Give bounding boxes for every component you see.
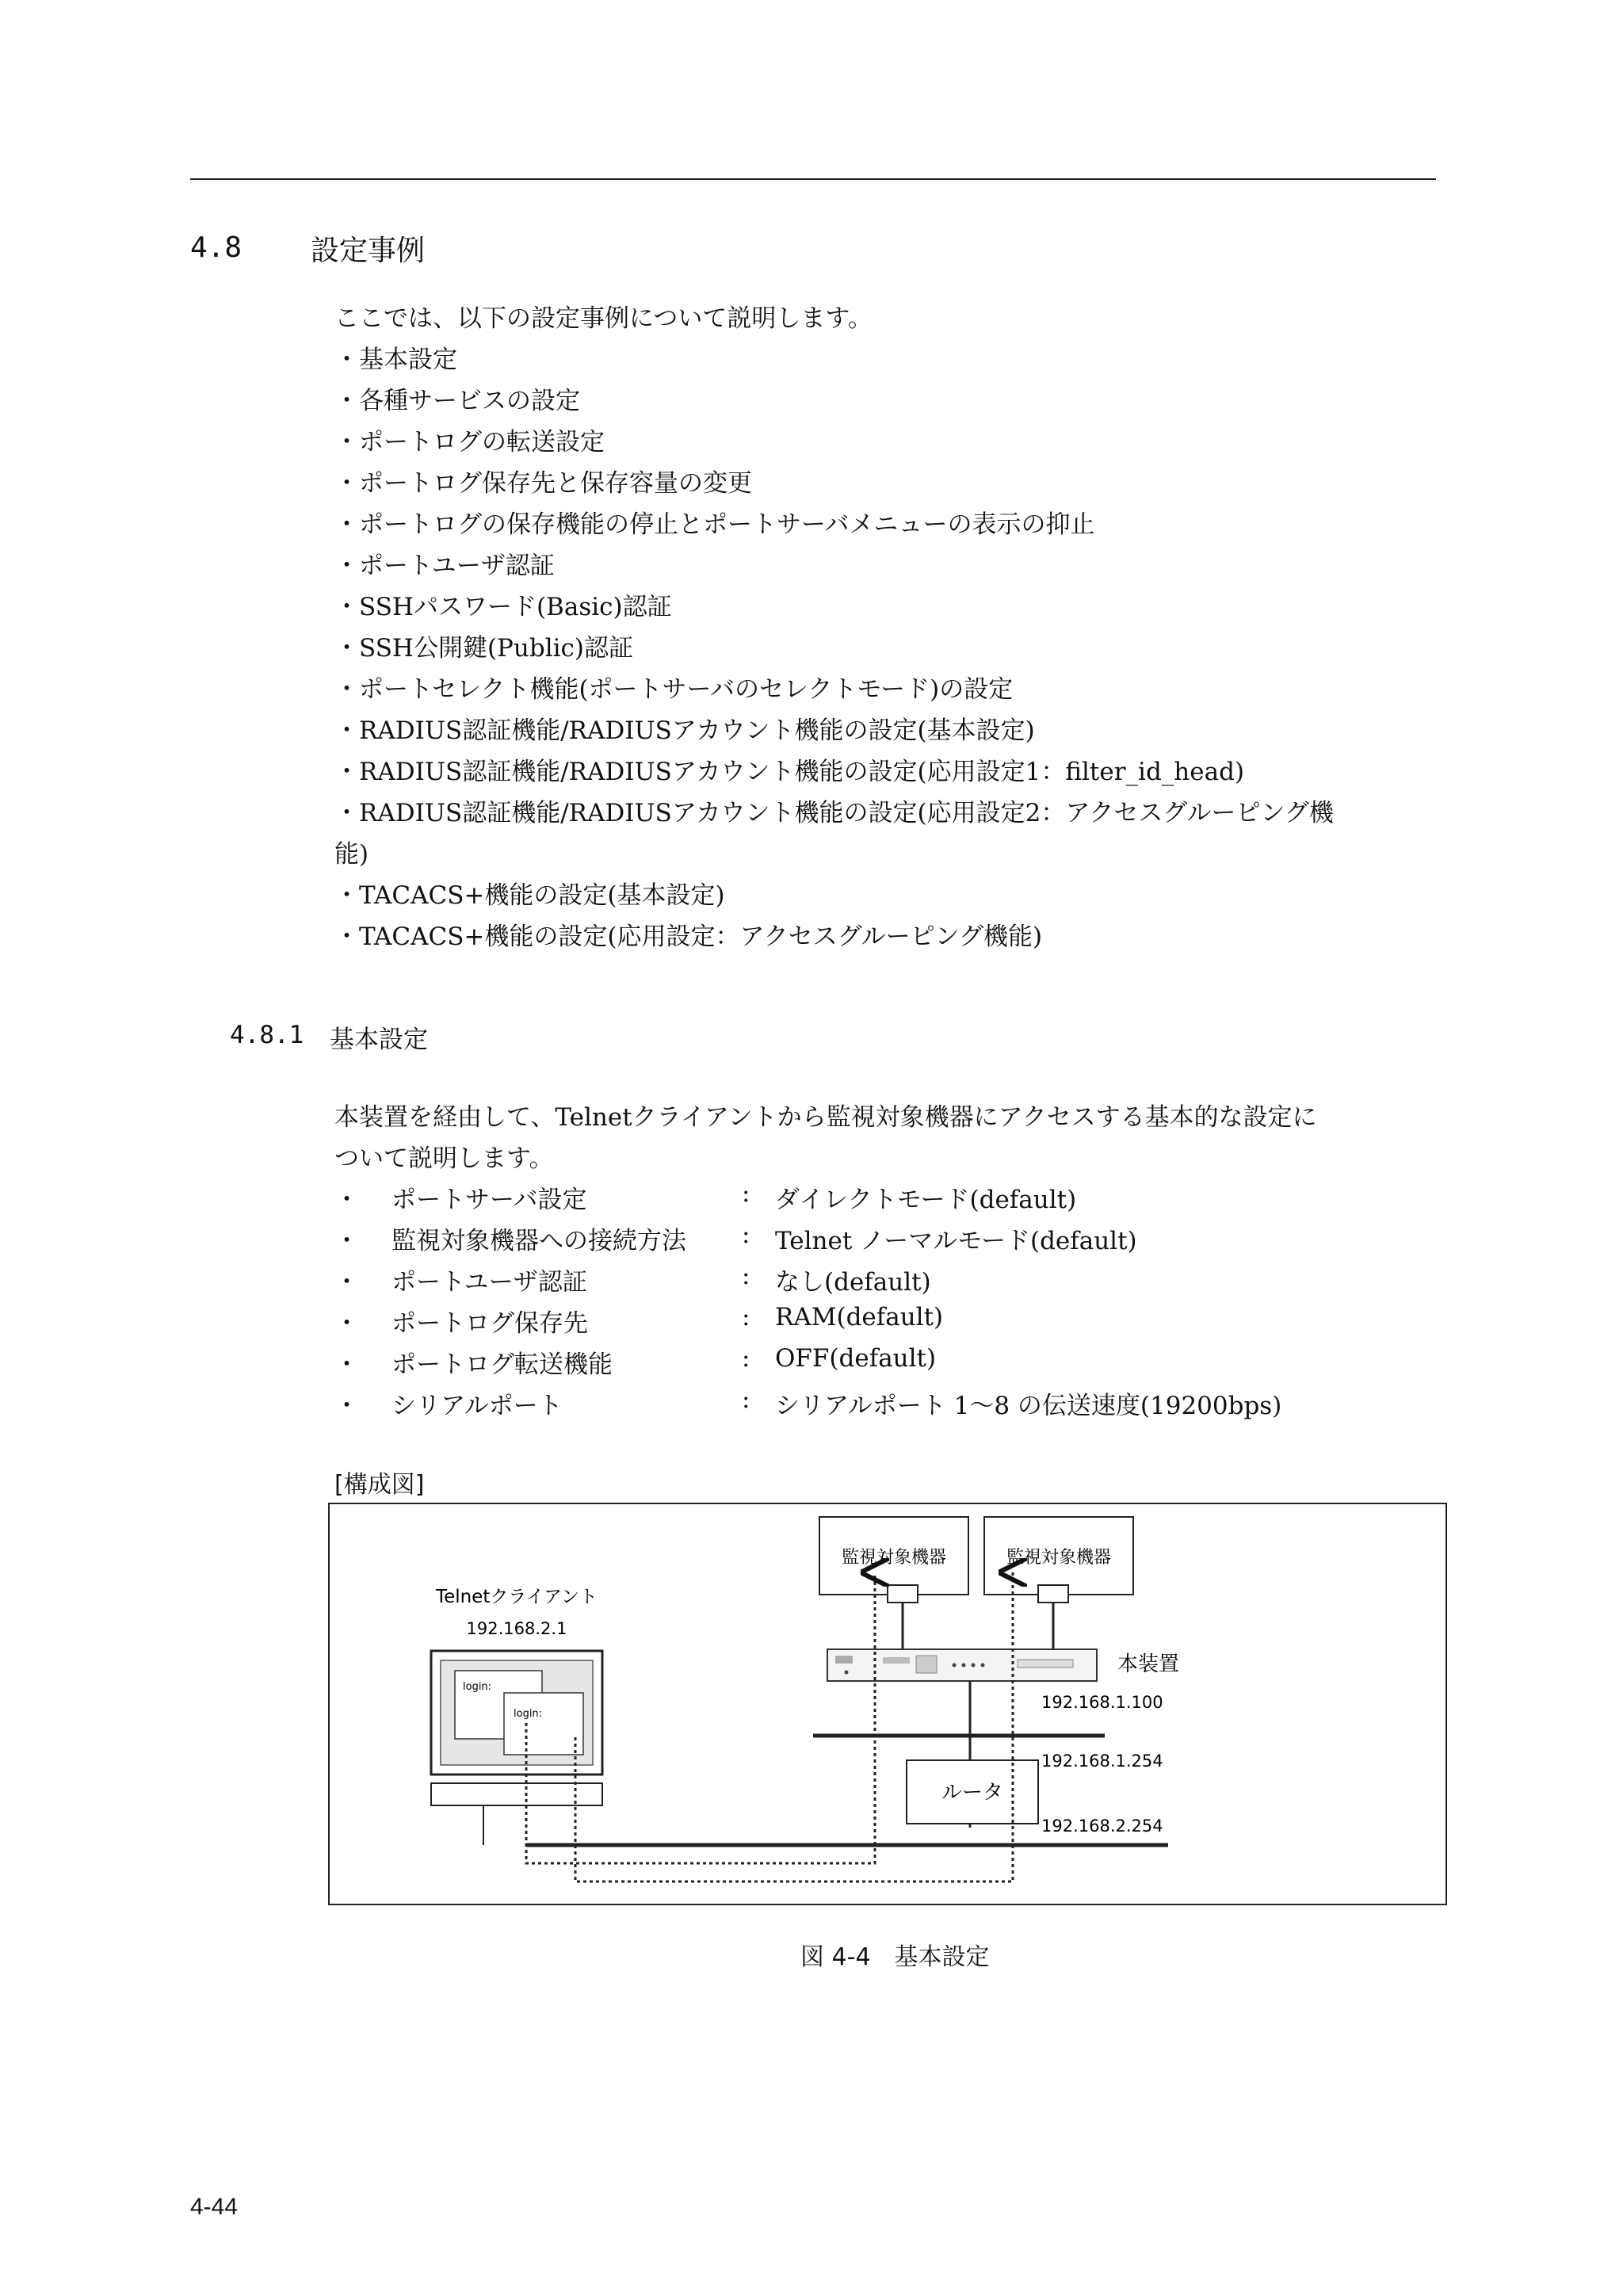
section-number: 4.8 bbox=[190, 231, 242, 264]
setting-value: OFF(default) bbox=[775, 1344, 937, 1373]
router-label: ルータ bbox=[941, 1781, 1004, 1805]
header-rule bbox=[190, 178, 1436, 180]
setting-key: ポートログ保存先 bbox=[391, 1309, 588, 1338]
serial-connector bbox=[888, 1585, 918, 1603]
bullet: ・ bbox=[334, 1350, 359, 1379]
unit-ip: 192.168.1.100 bbox=[1041, 1693, 1163, 1712]
list-item: ・SSH公開鍵(Public)認証 bbox=[334, 634, 634, 663]
list-item: ・TACACS+機能の設定(応用設定：アクセスグルーピング機能) bbox=[334, 923, 1043, 951]
setting-key: 監視対象機器への接続方法 bbox=[391, 1227, 686, 1255]
colon: : bbox=[742, 1221, 750, 1249]
list-item: ・ポートセレクト機能(ポートサーバのセレクトモード)の設定 bbox=[334, 675, 1014, 704]
setting-value: なし(default) bbox=[775, 1268, 931, 1297]
list-item: ・RADIUS認証機能/RADIUSアカウント機能の設定(応用設定1：filter_id_head) bbox=[334, 758, 1245, 786]
unit-label: 本装置 bbox=[1117, 1652, 1180, 1676]
figure-label: [構成図] bbox=[334, 1471, 425, 1499]
monitored-device-1 bbox=[819, 1517, 968, 1595]
list-item: ・各種サービスの設定 bbox=[334, 387, 580, 415]
unit-device-icon bbox=[827, 1649, 1097, 1681]
list-item: 能) bbox=[334, 840, 369, 869]
colon: : bbox=[742, 1262, 750, 1290]
bullet: ・ bbox=[334, 1309, 359, 1338]
list-item: ・ポートユーザ認証 bbox=[334, 552, 555, 580]
device-label: 監視対象機器 bbox=[1006, 1548, 1112, 1568]
colon: : bbox=[742, 1344, 750, 1373]
device-label: 監視対象機器 bbox=[841, 1548, 947, 1568]
subsection-number: 4.8.1 bbox=[230, 1021, 304, 1049]
bullet: ・ bbox=[334, 1268, 359, 1297]
bullet: ・ bbox=[334, 1392, 359, 1420]
paragraph-line: 本装置を経由して、Telnetクライアントから監視対象機器にアクセスする基本的な設定に bbox=[334, 1103, 1317, 1132]
list-item: ・RADIUS認証機能/RADIUSアカウント機能の設定(応用設定2：アクセスグルーピング機 bbox=[334, 799, 1334, 827]
login-text: login: bbox=[514, 1708, 543, 1720]
description-paragraph bbox=[334, 1097, 1444, 1179]
list-item: ・RADIUS認証機能/RADIUSアカウント機能の設定(基本設定) bbox=[334, 716, 1035, 745]
bullet: ・ bbox=[334, 1186, 359, 1214]
setting-key: ポートサーバ設定 bbox=[391, 1186, 587, 1214]
serial-connector bbox=[1038, 1585, 1068, 1603]
intro-block bbox=[334, 298, 1334, 957]
section-title: 設定事例 bbox=[311, 235, 426, 267]
login-window-2 bbox=[504, 1693, 583, 1755]
list-item: ・TACACS+機能の設定(基本設定) bbox=[334, 881, 725, 910]
list-item: ・ポートログの保存機能の停止とポートサーバメニューの表示の抑止 bbox=[334, 510, 1095, 539]
list-item: ・ポートログ保存先と保存容量の変更 bbox=[334, 469, 752, 498]
setting-key: ポートユーザ認証 bbox=[391, 1268, 587, 1297]
bullet: ・ bbox=[334, 1227, 359, 1255]
login-text: login: bbox=[463, 1681, 492, 1693]
router-ip-1: 192.168.1.254 bbox=[1041, 1752, 1163, 1771]
setting-value: Telnet ノーマルモード(default) bbox=[775, 1227, 1137, 1255]
colon: : bbox=[742, 1303, 750, 1331]
list-item: ・基本設定 bbox=[334, 346, 457, 374]
list-item: ・SSHパスワード(Basic)認証 bbox=[334, 593, 672, 621]
router-ip-2: 192.168.2.254 bbox=[1041, 1817, 1163, 1836]
client-ip: 192.168.2.1 bbox=[466, 1619, 567, 1638]
colon: : bbox=[742, 1179, 750, 1208]
colon: : bbox=[742, 1385, 750, 1414]
list-item: ・ポートログの転送設定 bbox=[334, 428, 605, 457]
setting-value: RAM(default) bbox=[775, 1303, 944, 1331]
setting-key: ポートログ転送機能 bbox=[391, 1350, 613, 1379]
intro-lead: ここでは、以下の設定事例について説明します。 bbox=[334, 304, 873, 333]
setting-value: ダイレクトモード(default) bbox=[775, 1186, 1077, 1214]
network-diagram bbox=[328, 1503, 1447, 1905]
setting-key: シリアルポート bbox=[391, 1392, 563, 1420]
page-number: 4-44 bbox=[190, 2194, 239, 2220]
client-label: Telnetクライアント bbox=[435, 1587, 598, 1607]
figure-caption: 図 4-4 基本設定 bbox=[800, 1943, 990, 1971]
paragraph-line: ついて説明します。 bbox=[334, 1144, 554, 1173]
setting-value: シリアルポート 1～8 の伝送速度(19200bps) bbox=[775, 1392, 1282, 1420]
subsection-title: 基本設定 bbox=[330, 1026, 428, 1054]
monitored-device-2 bbox=[984, 1517, 1133, 1595]
